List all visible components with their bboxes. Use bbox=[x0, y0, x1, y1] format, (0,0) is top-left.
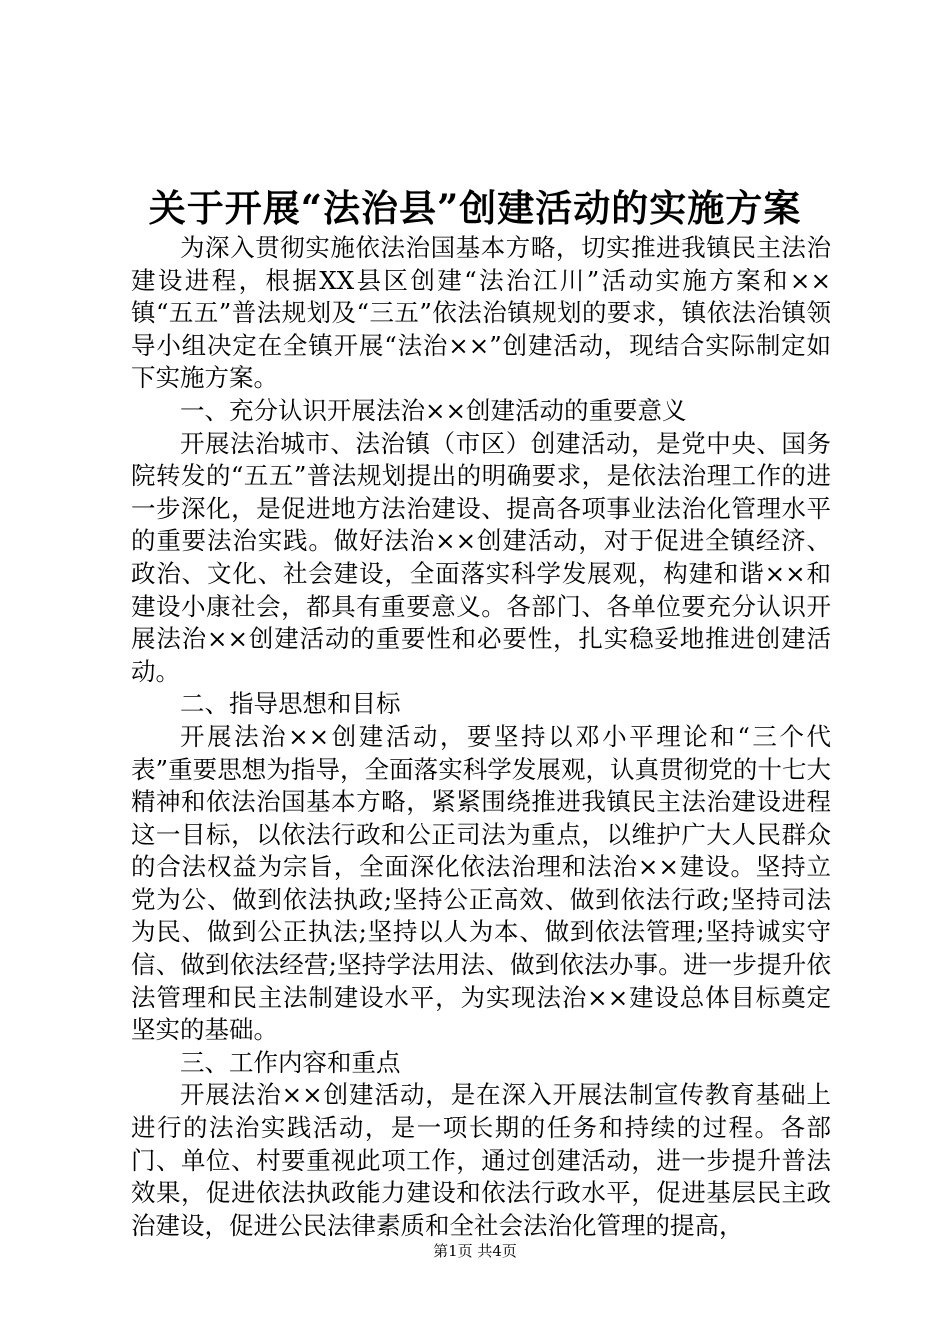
section-heading-2: 二、指导思想和目标 bbox=[180, 689, 401, 719]
section-heading-1: 一、充分认识开展法治××创建活动的重要意义 bbox=[180, 395, 687, 425]
section-2-paragraph: 开展法治××创建活动，要坚持以邓小平理论和“三个代表”重要思想为指导，全面落实科学发展观，认真贯彻党的十七大精神和依法治国基本方略，紧紧围绕推进我镇民主法治建设进程这一目标，以依法行政和公正司法为重点，以维护广大人民群众的合法权益为宗旨，全面深化依法治理和法治××建设。坚持立党为公、做到依法执政;坚持公正高效、做到依法行政;坚持司法为民、做到公正执法;坚持以人为本、做到依法管理;坚持诚实守信、做到依法经营;坚持学法用法、做到依法办事。进一步提升依法管理和民主法制建设水平，为实现法治××建设总体目标奠定坚实的基础。 bbox=[131, 721, 831, 1045]
section-heading-3: 三、工作内容和重点 bbox=[180, 1047, 401, 1077]
page-number-footer: 第1页 共4页 bbox=[433, 1242, 517, 1260]
section-3-paragraph: 开展法治××创建活动，是在深入开展法制宣传教育基础上进行的法治实践活动，是一项长期的任务和持续的过程。各部门、单位、村要重视此项工作，通过创建活动，进一步提升普法效果，促进依法执政能力建设和依法行政水平，促进基层民主政治建设，促进公民法律素质和全社会法治化管理的提高， bbox=[131, 1080, 831, 1240]
document-title: 关于开展“法治县”创建活动的实施方案 bbox=[148, 186, 802, 230]
document-body bbox=[131, 232, 831, 1242]
section-1-paragraph: 开展法治城市、法治镇（市区）创建活动，是党中央、国务院转发的“五五”普法规划提出的明确要求，是依法治理工作的进一步深化，是促进地方法治建设、提高各项事业法治化管理水平的重要法治实践。做好法治××创建活动，对于促进全镇经济、政治、文化、社会建设，全面落实科学发展观，构建和谐××和建设小康社会，都具有重要意义。各部门、各单位要充分认识开展法治××创建活动的重要性和必要性，扎实稳妥地推进创建活动。 bbox=[131, 428, 831, 686]
intro-paragraph: 为深入贯彻实施依法治国基本方略，切实推进我镇民主法治建设进程，根据XX县区创建“法治江川”活动实施方案和××镇“五五”普法规划及“三五”依法治镇规划的要求，镇依法治镇领导小组决定在全镇开展“法治××”创建活动，现结合实际制定如下实施方案。 bbox=[131, 233, 831, 393]
